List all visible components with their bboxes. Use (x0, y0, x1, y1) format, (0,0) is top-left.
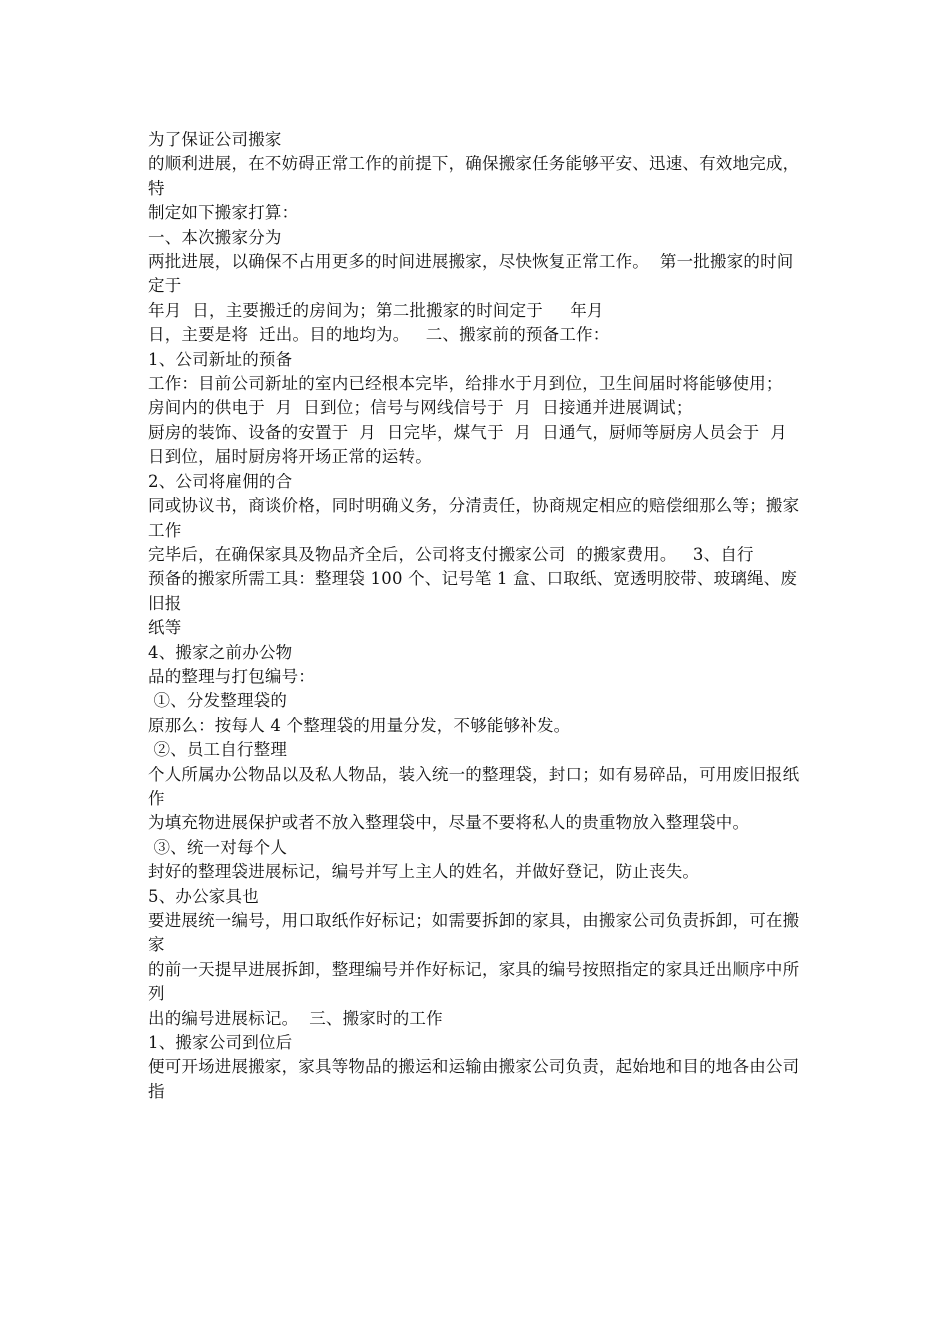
subsection-heading: 1、公司新址的预备 (148, 349, 293, 369)
subsection-heading: 4、搬家之前办公物 (148, 642, 293, 662)
text-line: 便可开场进展搬家，家具等物品的搬运和运输由搬家公司负责，起始地和目的地各由公司指 (148, 1057, 800, 1101)
document-body (148, 128, 803, 1104)
list-item-heading: ③、统一对每个人 (148, 837, 288, 857)
text-line: 两批进展，以确保不占用更多的时间进展搬家，尽快恢复正常工作。 第一批搬家的时间定于 (148, 252, 794, 296)
text-line: 原那么：按每人 4 个整理袋的用量分发，不够能够补发。 (148, 715, 571, 735)
text-line: 纸等 (148, 618, 182, 638)
text-line: 品的整理与打包编号： (148, 666, 315, 686)
text-line: 完毕后，在确保家具及物品齐全后，公司将支付搬家公司 的搬家费用。 3、自行 (148, 544, 754, 564)
text-line: 日，主要是将 迁出。目的地均为。 二、搬家前的预备工作： (148, 325, 610, 345)
text-line: 为了保证公司搬家 (148, 130, 282, 149)
text-line: 同或协议书，商谈价格，同时明确义务，分清责任，协商规定相应的赔偿细那么等；搬家工作 (148, 496, 800, 540)
text-line: 封好的整理袋进展标记，编号并写上主人的姓名，并做好登记，防止丧失。 (148, 862, 700, 882)
text-line: 要进展统一编号，用口取纸作好标记；如需要拆卸的家具，由搬家公司负责拆卸，可在搬家 (148, 911, 800, 955)
text-line: 的顺利进展，在不妨碍正常工作的前提下，确保搬家任务能够平安、迅速、有效地完成，特 (148, 154, 800, 198)
text-line: 工作：目前公司新址的室内已经根本完毕，给排水于月到位，卫生间届时将能够使用； (148, 374, 783, 394)
text-line: 厨房的装饰、设备的安置于 月 日完毕，煤气于 月 日通气，厨师等厨房人员会于 月 日到位，届时厨房将开场正常的运转。 (148, 422, 798, 467)
text-line: 的前一天提早进展拆卸，整理编号并作好标记，家具的编号按照指定的家具迁出顺序中所列 (148, 959, 800, 1004)
subsection-heading: 1、搬家公司到位后 (148, 1033, 293, 1053)
section-heading: 一、本次搬家分为 (148, 227, 282, 247)
text-line: 个人所属办公物品以及私人物品，装入统一的整理袋，封口；如有易碎品，可用废旧报纸作 (148, 764, 800, 808)
list-item-heading: ①、分发整理袋的 (148, 691, 288, 711)
text-line: 制定如下搬家打算： (148, 203, 299, 223)
text-line: 为填充物进展保护或者不放入整理袋中，尽量不要将私人的贵重物放入整理袋中。 (148, 813, 750, 833)
text-line: 预备的搬家所需工具：整理袋 100 个、记号笔 1 盒、口取纸、宽透明胶带、玻璃绳、废旧报 (148, 569, 798, 613)
subsection-heading: 5、办公家具也 (148, 886, 259, 906)
list-item-heading: ②、员工自行整理 (148, 740, 288, 760)
subsection-heading: 2、公司将雇佣的合 (148, 471, 293, 491)
text-line: 房间内的供电于 月 日到位；信号与网线信号于 月 日接通并进展调试； (148, 398, 693, 418)
text-line: 年月 日，主要搬迁的房间为；第二批搬家的时间定于 年月 (148, 300, 604, 320)
text-line: 出的编号进展标记。 三、搬家时的工作 (148, 1008, 443, 1028)
